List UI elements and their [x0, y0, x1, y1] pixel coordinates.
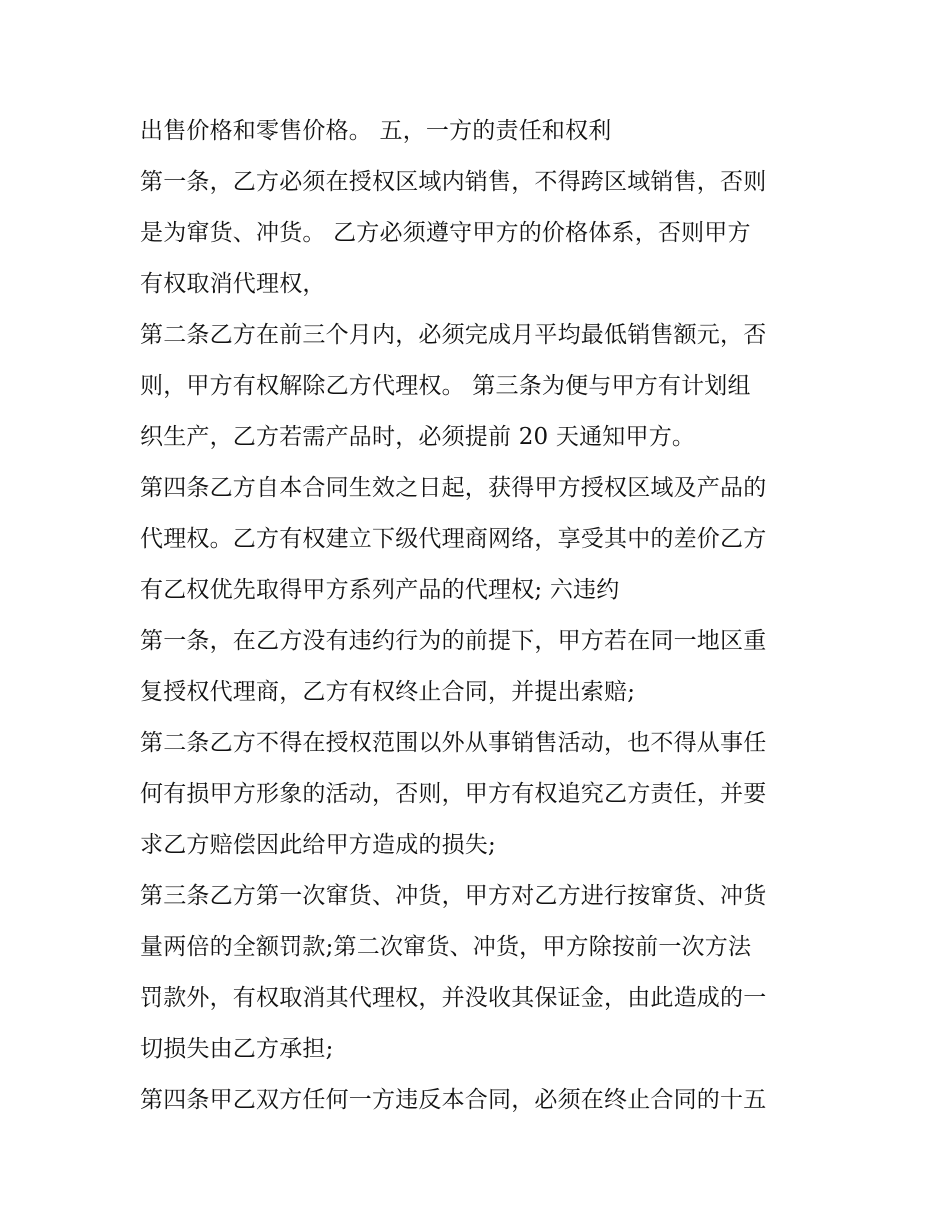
text-line: 有权取消代理权， [140, 271, 326, 297]
text-line: 第四条甲乙双方任何一方违反本合同，必须在终止合同的十五 [140, 1087, 767, 1113]
text-line: 罚款外，有权取消其代理权，并没收其保证金，由此造成的一 [140, 985, 767, 1011]
text-line: 出售价格和零售价格。 五，一方的责任和权利 [140, 118, 612, 144]
text-line: 有乙权优先取得甲方系列产品的代理权; 六违约 [140, 577, 620, 603]
text-line: 是为窜货、冲货。 乙方必须遵守甲方的价格体系，否则甲方 [140, 220, 751, 246]
text-line: 第二条乙方在前三个月内，必须完成月平均最低销售额元，否 [140, 322, 767, 348]
text-line: 第一条，乙方必须在授权区域内销售，不得跨区域销售，否则 [140, 169, 767, 195]
text-line: 切损失由乙方承担; [140, 1036, 334, 1062]
text-line: 第四条乙方自本合同生效之日起，获得甲方授权区域及产品的 [140, 475, 767, 501]
text-line: 则，甲方有权解除乙方代理权。 第三条为便与甲方有计划组 [140, 373, 751, 399]
document-body [140, 106, 820, 1126]
text-line: 量两倍的全额罚款;第二次窜货、冲货，甲方除按前一次方法 [140, 934, 752, 960]
text-line: 第三条乙方第一次窜货、冲货，甲方对乙方进行按窜货、冲货 [140, 883, 767, 909]
text-line: 代理权。乙方有权建立下级代理商网络，享受其中的差价乙方 [140, 526, 767, 552]
text-line: 求乙方赔偿因此给甲方造成的损失; [140, 832, 496, 858]
text-line: 第一条，在乙方没有违约行为的前提下，甲方若在同一地区重 [140, 628, 767, 654]
text-line: 何有损甲方形象的活动，否则，甲方有权追究乙方责任，并要 [140, 781, 767, 807]
text-line: 复授权代理商，乙方有权终止合同，并提出索赔; [140, 679, 636, 705]
text-line: 第二条乙方不得在授权范围以外从事销售活动，也不得从事任 [140, 730, 767, 756]
text-line: 织生产，乙方若需产品时，必须提前 20 天通知甲方。 [140, 424, 696, 450]
